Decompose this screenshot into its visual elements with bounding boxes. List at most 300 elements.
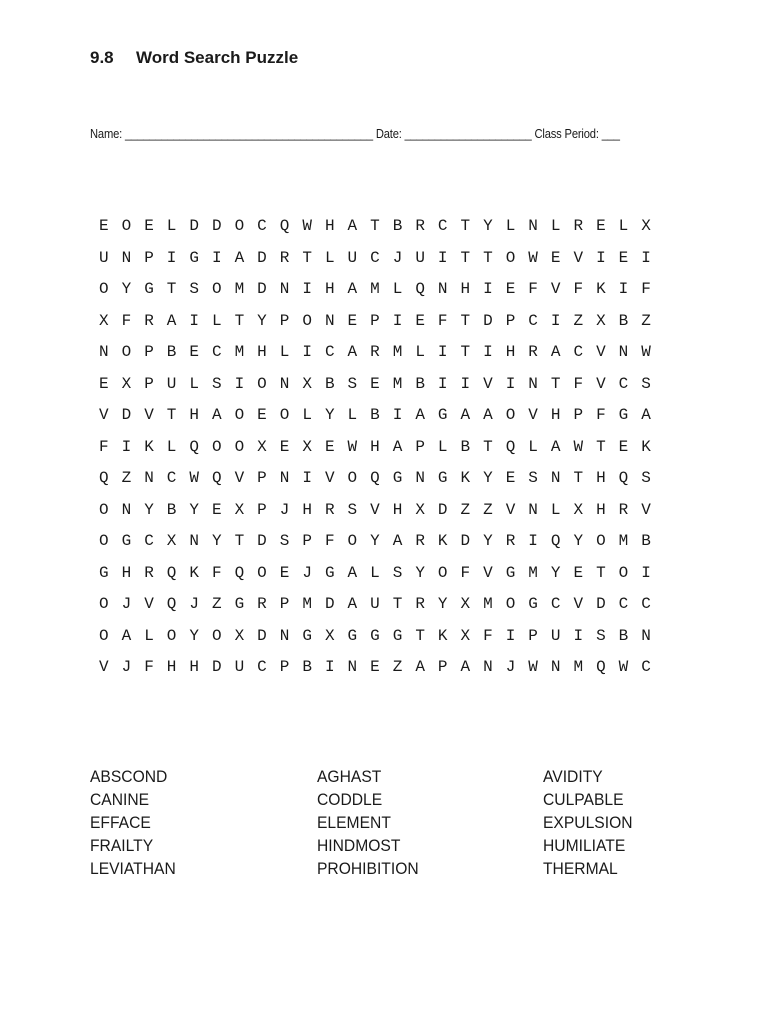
grid-letter: Y — [483, 469, 493, 487]
grid-letter: Z — [211, 595, 222, 613]
grid-letter: L — [302, 406, 312, 424]
grid-letter: F — [641, 280, 651, 298]
grid-letter: I — [550, 311, 561, 330]
grid-letter: H — [324, 280, 335, 298]
grid-letter: H — [189, 406, 199, 424]
grid-letter: K — [437, 532, 448, 550]
grid-letter: P — [528, 626, 538, 645]
grid-letter: E — [370, 658, 380, 676]
grid-letter: O — [99, 595, 109, 613]
grid-letter: O — [505, 248, 516, 267]
grid-letter: N — [528, 217, 538, 235]
grid-letter: A — [641, 406, 651, 424]
grid-letter: M — [573, 658, 584, 676]
grid-letter: N — [121, 500, 132, 519]
grid-letter: O — [257, 563, 267, 582]
grid-letter: Y — [144, 500, 154, 519]
grid-letter: W — [302, 217, 312, 235]
grid-letter: J — [392, 248, 403, 267]
grid-letter: R — [573, 217, 584, 235]
grid-letter: O — [347, 532, 358, 550]
grid-letter: S — [596, 626, 606, 645]
grid-letter: B — [618, 311, 629, 330]
grid-letter: W — [618, 658, 629, 676]
grid-letter: N — [550, 469, 561, 487]
grid-letter: S — [189, 280, 199, 298]
grid-row — [99, 277, 664, 309]
grid-letter: Z — [121, 469, 132, 487]
grid-letter: J — [279, 500, 290, 519]
grid-letter: I — [596, 248, 606, 267]
grid-letter: X — [302, 374, 312, 393]
grid-letter: V — [573, 595, 584, 613]
grid-letter: B — [302, 658, 312, 676]
grid-letter: N — [618, 343, 629, 361]
grid-letter: D — [257, 532, 267, 550]
grid-letter: F — [324, 532, 335, 550]
grid-letter: W — [189, 469, 199, 487]
grid-letter: P — [505, 311, 516, 330]
grid-row — [99, 624, 664, 656]
grid-letter: A — [415, 658, 425, 676]
grid-letter: F — [573, 280, 584, 298]
grid-letter: Y — [121, 280, 132, 298]
grid-letter: I — [302, 343, 312, 361]
grid-letter: C — [618, 374, 629, 393]
grid-letter: O — [99, 532, 109, 550]
grid-letter: T — [483, 437, 493, 456]
grid-letter: V — [483, 563, 493, 582]
grid-letter: N — [99, 343, 109, 361]
grid-letter: L — [550, 217, 561, 235]
grid-letter: V — [234, 469, 245, 487]
grid-letter: R — [415, 532, 425, 550]
grid-letter: I — [573, 626, 584, 645]
grid-letter: S — [347, 500, 358, 519]
word-list-item: EFFACE — [90, 813, 151, 832]
grid-letter: I — [392, 311, 403, 330]
grid-letter: E — [279, 563, 290, 582]
grid-letter: I — [437, 374, 448, 393]
grid-letter: J — [121, 595, 132, 613]
grid-letter: Z — [641, 311, 651, 330]
grid-letter: L — [528, 437, 538, 456]
grid-letter: Q — [505, 437, 516, 456]
grid-letter: G — [347, 626, 358, 645]
grid-letter: O — [166, 626, 177, 645]
grid-letter: I — [483, 343, 493, 361]
grid-letter: O — [437, 563, 448, 582]
grid-row — [99, 655, 664, 687]
word-list-item: ABSCOND — [90, 767, 168, 786]
word-list-item: LEVIATHAN — [90, 859, 176, 878]
grid-letter: J — [189, 595, 199, 613]
grid-letter: A — [460, 658, 471, 676]
grid-letter: B — [166, 343, 177, 361]
grid-letter: G — [234, 595, 245, 613]
grid-letter: R — [618, 500, 629, 519]
grid-letter: L — [324, 248, 335, 267]
grid-letter: P — [302, 532, 312, 550]
grid-letter: R — [324, 500, 335, 519]
grid-letter: E — [324, 437, 335, 456]
grid-letter: G — [302, 626, 312, 645]
grid-letter: N — [347, 658, 358, 676]
grid-letter: Q — [370, 469, 380, 487]
grid-row — [99, 340, 664, 372]
grid-letter: Q — [166, 595, 177, 613]
grid-letter: Y — [483, 532, 493, 550]
grid-letter: I — [392, 406, 403, 424]
grid-letter: E — [415, 311, 425, 330]
grid-letter: G — [392, 626, 403, 645]
grid-letter: N — [279, 280, 290, 298]
grid-letter: N — [550, 658, 561, 676]
grid-letter: F — [483, 626, 493, 645]
grid-row — [99, 372, 664, 404]
grid-letter: L — [347, 406, 358, 424]
grid-letter: Z — [573, 311, 584, 330]
grid-letter: Y — [211, 532, 222, 550]
grid-letter: U — [370, 595, 380, 613]
grid-letter: X — [302, 437, 312, 456]
grid-letter: F — [573, 374, 584, 393]
grid-letter: C — [144, 532, 154, 550]
grid-letter: R — [528, 343, 538, 361]
grid-letter: X — [166, 532, 177, 550]
grid-letter: E — [347, 311, 358, 330]
grid-letter: M — [234, 343, 245, 361]
word-list-column-1 — [90, 765, 183, 880]
grid-letter: W — [573, 437, 584, 456]
grid-letter: L — [166, 437, 177, 456]
grid-letter: X — [324, 626, 335, 645]
grid-letter: T — [392, 595, 403, 613]
grid-letter: O — [505, 595, 516, 613]
word-list-item: CULPABLE — [543, 790, 624, 809]
grid-letter: H — [302, 500, 312, 519]
grid-letter: E — [618, 437, 629, 456]
grid-letter: R — [257, 595, 267, 613]
grid-letter: O — [618, 563, 629, 582]
grid-letter: B — [618, 626, 629, 645]
grid-letter: N — [279, 626, 290, 645]
grid-letter: N — [528, 374, 538, 393]
grid-letter: C — [370, 248, 380, 267]
grid-letter: S — [211, 374, 222, 393]
word-list-item: THERMAL — [543, 859, 618, 878]
grid-letter: G — [437, 406, 448, 424]
grid-letter: O — [211, 437, 222, 456]
grid-letter: Q — [596, 658, 606, 676]
grid-letter: Y — [189, 626, 199, 645]
grid-letter: F — [596, 406, 606, 424]
grid-letter: U — [99, 248, 109, 267]
grid-letter: P — [144, 343, 154, 361]
grid-letter: V — [144, 406, 154, 424]
grid-letter: G — [618, 406, 629, 424]
grid-letter: R — [415, 217, 425, 235]
grid-letter: Y — [370, 532, 380, 550]
grid-letter: G — [189, 248, 199, 267]
grid-letter: F — [460, 563, 471, 582]
grid-letter: K — [144, 437, 154, 456]
word-list-item: PROHIBITION — [317, 859, 419, 878]
grid-letter: B — [166, 500, 177, 519]
grid-letter: D — [324, 595, 335, 613]
grid-letter: C — [211, 343, 222, 361]
grid-letter: H — [392, 500, 403, 519]
grid-letter: T — [460, 311, 471, 330]
grid-letter: G — [99, 563, 109, 582]
grid-letter: T — [370, 217, 380, 235]
grid-letter: E — [505, 280, 516, 298]
grid-letter: T — [550, 374, 561, 393]
grid-letter: Y — [415, 563, 425, 582]
grid-row — [99, 498, 664, 530]
grid-letter: F — [121, 311, 132, 330]
grid-letter: V — [596, 374, 606, 393]
grid-letter: G — [505, 563, 516, 582]
grid-letter: C — [641, 658, 651, 676]
grid-letter: J — [302, 563, 312, 582]
word-list-item: AGHAST — [317, 767, 382, 786]
grid-letter: L — [550, 500, 561, 519]
grid-letter: V — [324, 469, 335, 487]
grid-letter: X — [234, 626, 245, 645]
grid-letter: N — [121, 248, 132, 267]
grid-letter: A — [211, 406, 222, 424]
grid-letter: L — [211, 311, 222, 330]
grid-letter: O — [99, 280, 109, 298]
grid-letter: Y — [573, 532, 584, 550]
grid-letter: S — [392, 563, 403, 582]
section-number: 9.8 — [90, 48, 114, 67]
grid-letter: V — [528, 406, 538, 424]
grid-letter: H — [505, 343, 516, 361]
grid-letter: D — [257, 626, 267, 645]
puzzle-header — [90, 48, 298, 68]
grid-letter: C — [618, 595, 629, 613]
grid-letter: O — [121, 217, 132, 235]
grid-letter: M — [528, 563, 538, 582]
word-list-item: HINDMOST — [317, 836, 401, 855]
grid-letter: D — [460, 532, 471, 550]
word-list-item: AVIDITY — [543, 767, 603, 786]
grid-letter: J — [121, 658, 132, 676]
grid-letter: E — [596, 217, 606, 235]
grid-letter: X — [641, 217, 651, 235]
grid-letter: C — [257, 217, 267, 235]
grid-letter: D — [189, 217, 199, 235]
grid-letter: O — [596, 532, 606, 550]
grid-letter: P — [279, 595, 290, 613]
grid-letter: Y — [550, 563, 561, 582]
grid-letter: X — [121, 374, 132, 393]
grid-letter: H — [324, 217, 335, 235]
letter-grid — [99, 214, 664, 687]
grid-letter: A — [347, 595, 358, 613]
grid-letter: K — [189, 563, 199, 582]
grid-letter: C — [641, 595, 651, 613]
grid-row — [99, 214, 664, 246]
grid-letter: W — [641, 343, 651, 361]
grid-letter: C — [550, 595, 561, 613]
word-list-column-3 — [543, 765, 640, 880]
grid-letter: I — [166, 248, 177, 267]
grid-letter: D — [211, 217, 222, 235]
grid-letter: X — [573, 500, 584, 519]
grid-letter: F — [437, 311, 448, 330]
grid-letter: I — [437, 343, 448, 361]
grid-letter: M — [302, 595, 312, 613]
grid-letter: T — [234, 532, 245, 550]
grid-row — [99, 309, 664, 341]
grid-letter: R — [279, 248, 290, 267]
grid-row — [99, 466, 664, 498]
grid-letter: P — [257, 469, 267, 487]
grid-letter: P — [144, 374, 154, 393]
grid-letter: X — [99, 311, 109, 330]
grid-letter: T — [460, 343, 471, 361]
grid-letter: E — [550, 248, 561, 267]
grid-letter: L — [166, 217, 177, 235]
grid-letter: T — [460, 248, 471, 267]
grid-letter: N — [189, 532, 199, 550]
grid-letter: M — [483, 595, 493, 613]
grid-letter: Y — [437, 595, 448, 613]
grid-letter: T — [596, 437, 606, 456]
grid-letter: G — [437, 469, 448, 487]
grid-letter: A — [550, 343, 561, 361]
grid-letter: Y — [189, 500, 199, 519]
grid-letter: L — [437, 437, 448, 456]
grid-letter: V — [573, 248, 584, 267]
grid-letter: A — [392, 437, 403, 456]
grid-letter: W — [528, 248, 538, 267]
grid-letter: D — [257, 248, 267, 267]
grid-letter: C — [257, 658, 267, 676]
grid-letter: H — [550, 406, 561, 424]
grid-letter: H — [257, 343, 267, 361]
grid-letter: O — [505, 406, 516, 424]
grid-letter: L — [505, 217, 516, 235]
grid-letter: Q — [550, 532, 561, 550]
grid-letter: X — [596, 311, 606, 330]
grid-letter: E — [99, 217, 109, 235]
grid-letter: E — [257, 406, 267, 424]
grid-letter: T — [483, 248, 493, 267]
grid-letter: F — [144, 658, 154, 676]
grid-letter: G — [528, 595, 538, 613]
grid-letter: S — [279, 532, 290, 550]
grid-letter: Z — [392, 658, 403, 676]
word-list-item: FRAILTY — [90, 836, 154, 855]
grid-letter: P — [257, 500, 267, 519]
grid-letter: R — [144, 311, 154, 330]
grid-letter: N — [279, 469, 290, 487]
grid-letter: E — [370, 374, 380, 393]
grid-letter: Q — [279, 217, 290, 235]
grid-letter: O — [234, 217, 245, 235]
grid-letter: T — [460, 217, 471, 235]
grid-letter: I — [505, 626, 516, 645]
grid-letter: L — [618, 217, 629, 235]
grid-letter: E — [279, 437, 290, 456]
grid-letter: C — [573, 343, 584, 361]
grid-letter: D — [121, 406, 132, 424]
word-list-item: CODDLE — [317, 790, 383, 809]
grid-letter: G — [121, 532, 132, 550]
grid-letter: V — [641, 500, 651, 519]
grid-letter: X — [234, 500, 245, 519]
grid-letter: B — [460, 437, 471, 456]
grid-row — [99, 435, 664, 467]
grid-letter: N — [641, 626, 651, 645]
grid-letter: D — [437, 500, 448, 519]
grid-letter: O — [211, 626, 222, 645]
grid-letter: S — [347, 374, 358, 393]
name-date-class-line: Name: _________________________________________ Date: _____________________ Class Period: ___ — [90, 126, 620, 141]
grid-letter: H — [460, 280, 471, 298]
word-list-item: CANINE — [90, 790, 150, 809]
grid-letter: X — [460, 626, 471, 645]
grid-letter: U — [166, 374, 177, 393]
word-list-item: ELEMENT — [317, 813, 391, 832]
grid-letter: E — [618, 248, 629, 267]
grid-letter: B — [415, 374, 425, 393]
grid-letter: A — [347, 563, 358, 582]
grid-row — [99, 246, 664, 278]
grid-letter: C — [437, 217, 448, 235]
grid-letter: O — [234, 406, 245, 424]
grid-letter: S — [528, 469, 538, 487]
grid-letter: L — [392, 280, 403, 298]
grid-letter: A — [347, 280, 358, 298]
grid-letter: M — [618, 532, 629, 550]
grid-letter: R — [370, 343, 380, 361]
grid-letter: Y — [324, 406, 335, 424]
grid-letter: A — [347, 217, 358, 235]
grid-letter: I — [528, 532, 538, 550]
grid-letter: N — [144, 469, 154, 487]
grid-letter: E — [211, 500, 222, 519]
grid-letter: D — [596, 595, 606, 613]
grid-letter: C — [528, 311, 538, 330]
grid-letter: A — [550, 437, 561, 456]
grid-letter: X — [415, 500, 425, 519]
grid-letter: I — [618, 280, 629, 298]
grid-letter: G — [392, 469, 403, 487]
grid-letter: C — [324, 343, 335, 361]
grid-letter: W — [528, 658, 538, 676]
grid-letter: U — [415, 248, 425, 267]
grid-letter: Q — [211, 469, 222, 487]
grid-row — [99, 592, 664, 624]
grid-letter: A — [347, 343, 358, 361]
grid-letter: V — [483, 374, 493, 393]
grid-letter: A — [460, 406, 471, 424]
grid-letter: V — [550, 280, 561, 298]
grid-letter: R — [144, 563, 154, 582]
grid-row — [99, 529, 664, 561]
grid-letter: N — [415, 469, 425, 487]
grid-letter: B — [370, 406, 380, 424]
grid-letter: C — [166, 469, 177, 487]
grid-letter: P — [279, 658, 290, 676]
grid-letter: N — [483, 658, 493, 676]
grid-letter: R — [505, 532, 516, 550]
